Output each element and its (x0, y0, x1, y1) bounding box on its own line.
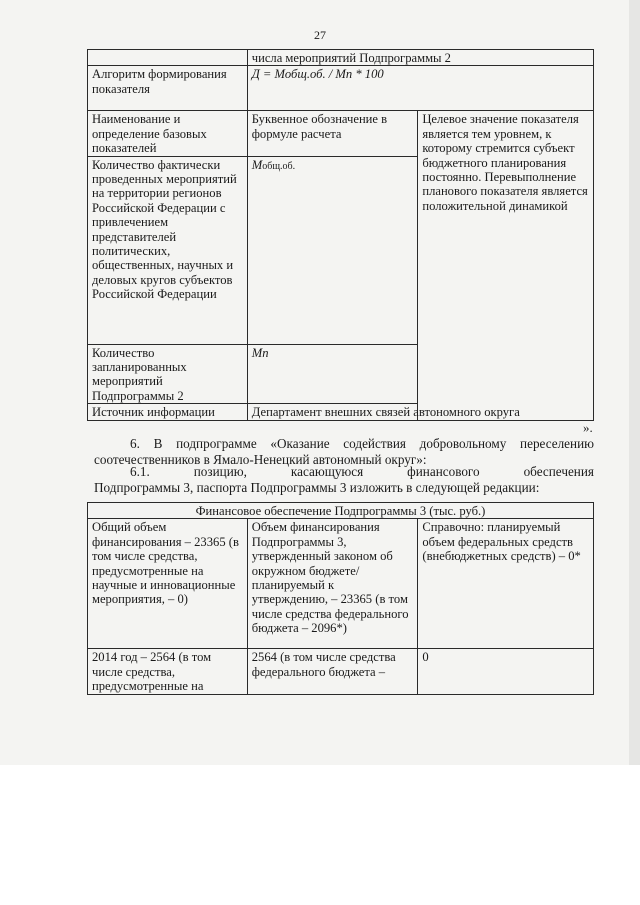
table-caption: Финансовое обеспечение Подпрограммы 3 (тыс. руб.) (88, 503, 594, 519)
table-row (88, 404, 594, 420)
table-cell: Количество запланированных мероприятий Подпрограммы 2 (88, 344, 248, 404)
scan-edge (629, 0, 640, 765)
financing-table (87, 502, 594, 695)
formula-cell: Д = Мобщ.об. / Мп * 100 (247, 66, 593, 111)
paragraph-6-1-line2: Подпрограммы 3, паспорта Подпрограммы 3 изложить в следующей редакции: (94, 480, 540, 495)
table-cell: Общий объем финансирования – 23365 (в том числе средства, предусмотренные на научные и инновационные мероприятия, – 0) (88, 519, 248, 649)
closing-quote: ». (583, 420, 593, 435)
table-cell: Буквенное обозначение в формуле расчета (247, 111, 418, 156)
table-cell: Объем финансирования Подпрограммы 3, утвержденный законом об окружном бюджете/планируемый к утверждению, – 23365 (в том числе средства федерального бюджета – 2096*) (247, 519, 418, 649)
symbol-main: М (251, 157, 263, 172)
table-row (88, 519, 594, 649)
table-cell: числа мероприятий Подпрограммы 2 (247, 50, 593, 66)
page-number: 27 (314, 28, 326, 42)
table-row (88, 50, 594, 66)
table-cell: 0 (418, 649, 594, 694)
table-cell: Наименование и определение базовых показателей (88, 111, 248, 156)
indicator-table (87, 49, 594, 421)
table-cell: Источник информации (88, 404, 248, 420)
paragraph-6-line1: 6. В подпрограмме «Оказание содействия добровольному переселению (130, 436, 594, 451)
table-row (88, 111, 594, 156)
symbol-cell: Мп (247, 344, 418, 404)
table-cell: Алгоритм формирования показателя (88, 66, 248, 111)
table-cell: Департамент внешних связей автономного округа (247, 404, 593, 420)
table-row (88, 503, 594, 519)
table-cell (88, 50, 248, 66)
symbol-subscript: общ.об. (262, 160, 296, 172)
paragraph-6-line2: соотечественников в Ямало-Ненецкий автономный округ»: (94, 452, 427, 467)
paragraph-6-1-line1: 6.1. позицию, касающуюся финансового обеспечения (130, 464, 594, 479)
table-cell: Справочно: планируемый объем федеральных средств (внебюджетных средств) – 0* (418, 519, 594, 649)
table-row (88, 66, 594, 111)
table-cell: Количество фактически проведенных мероприятий на территории регионов Российской Федерации с привлечением представителей политических, общественных, научных и деловых кругов субъектов Российской Федерации (88, 156, 248, 344)
symbol-cell (247, 156, 418, 344)
table-cell: Целевое значение показателя является тем уровнем, к которому стремится субъект бюджетного планирования постоянно. Перевыполнение планового показателя является положительной динамикой (418, 111, 594, 420)
table-cell: 2564 (в том числе средства федерального бюджета – (247, 649, 418, 694)
table-row (88, 649, 594, 694)
table-cell: 2014 год – 2564 (в том числе средства, предусмотренные на (88, 649, 248, 694)
